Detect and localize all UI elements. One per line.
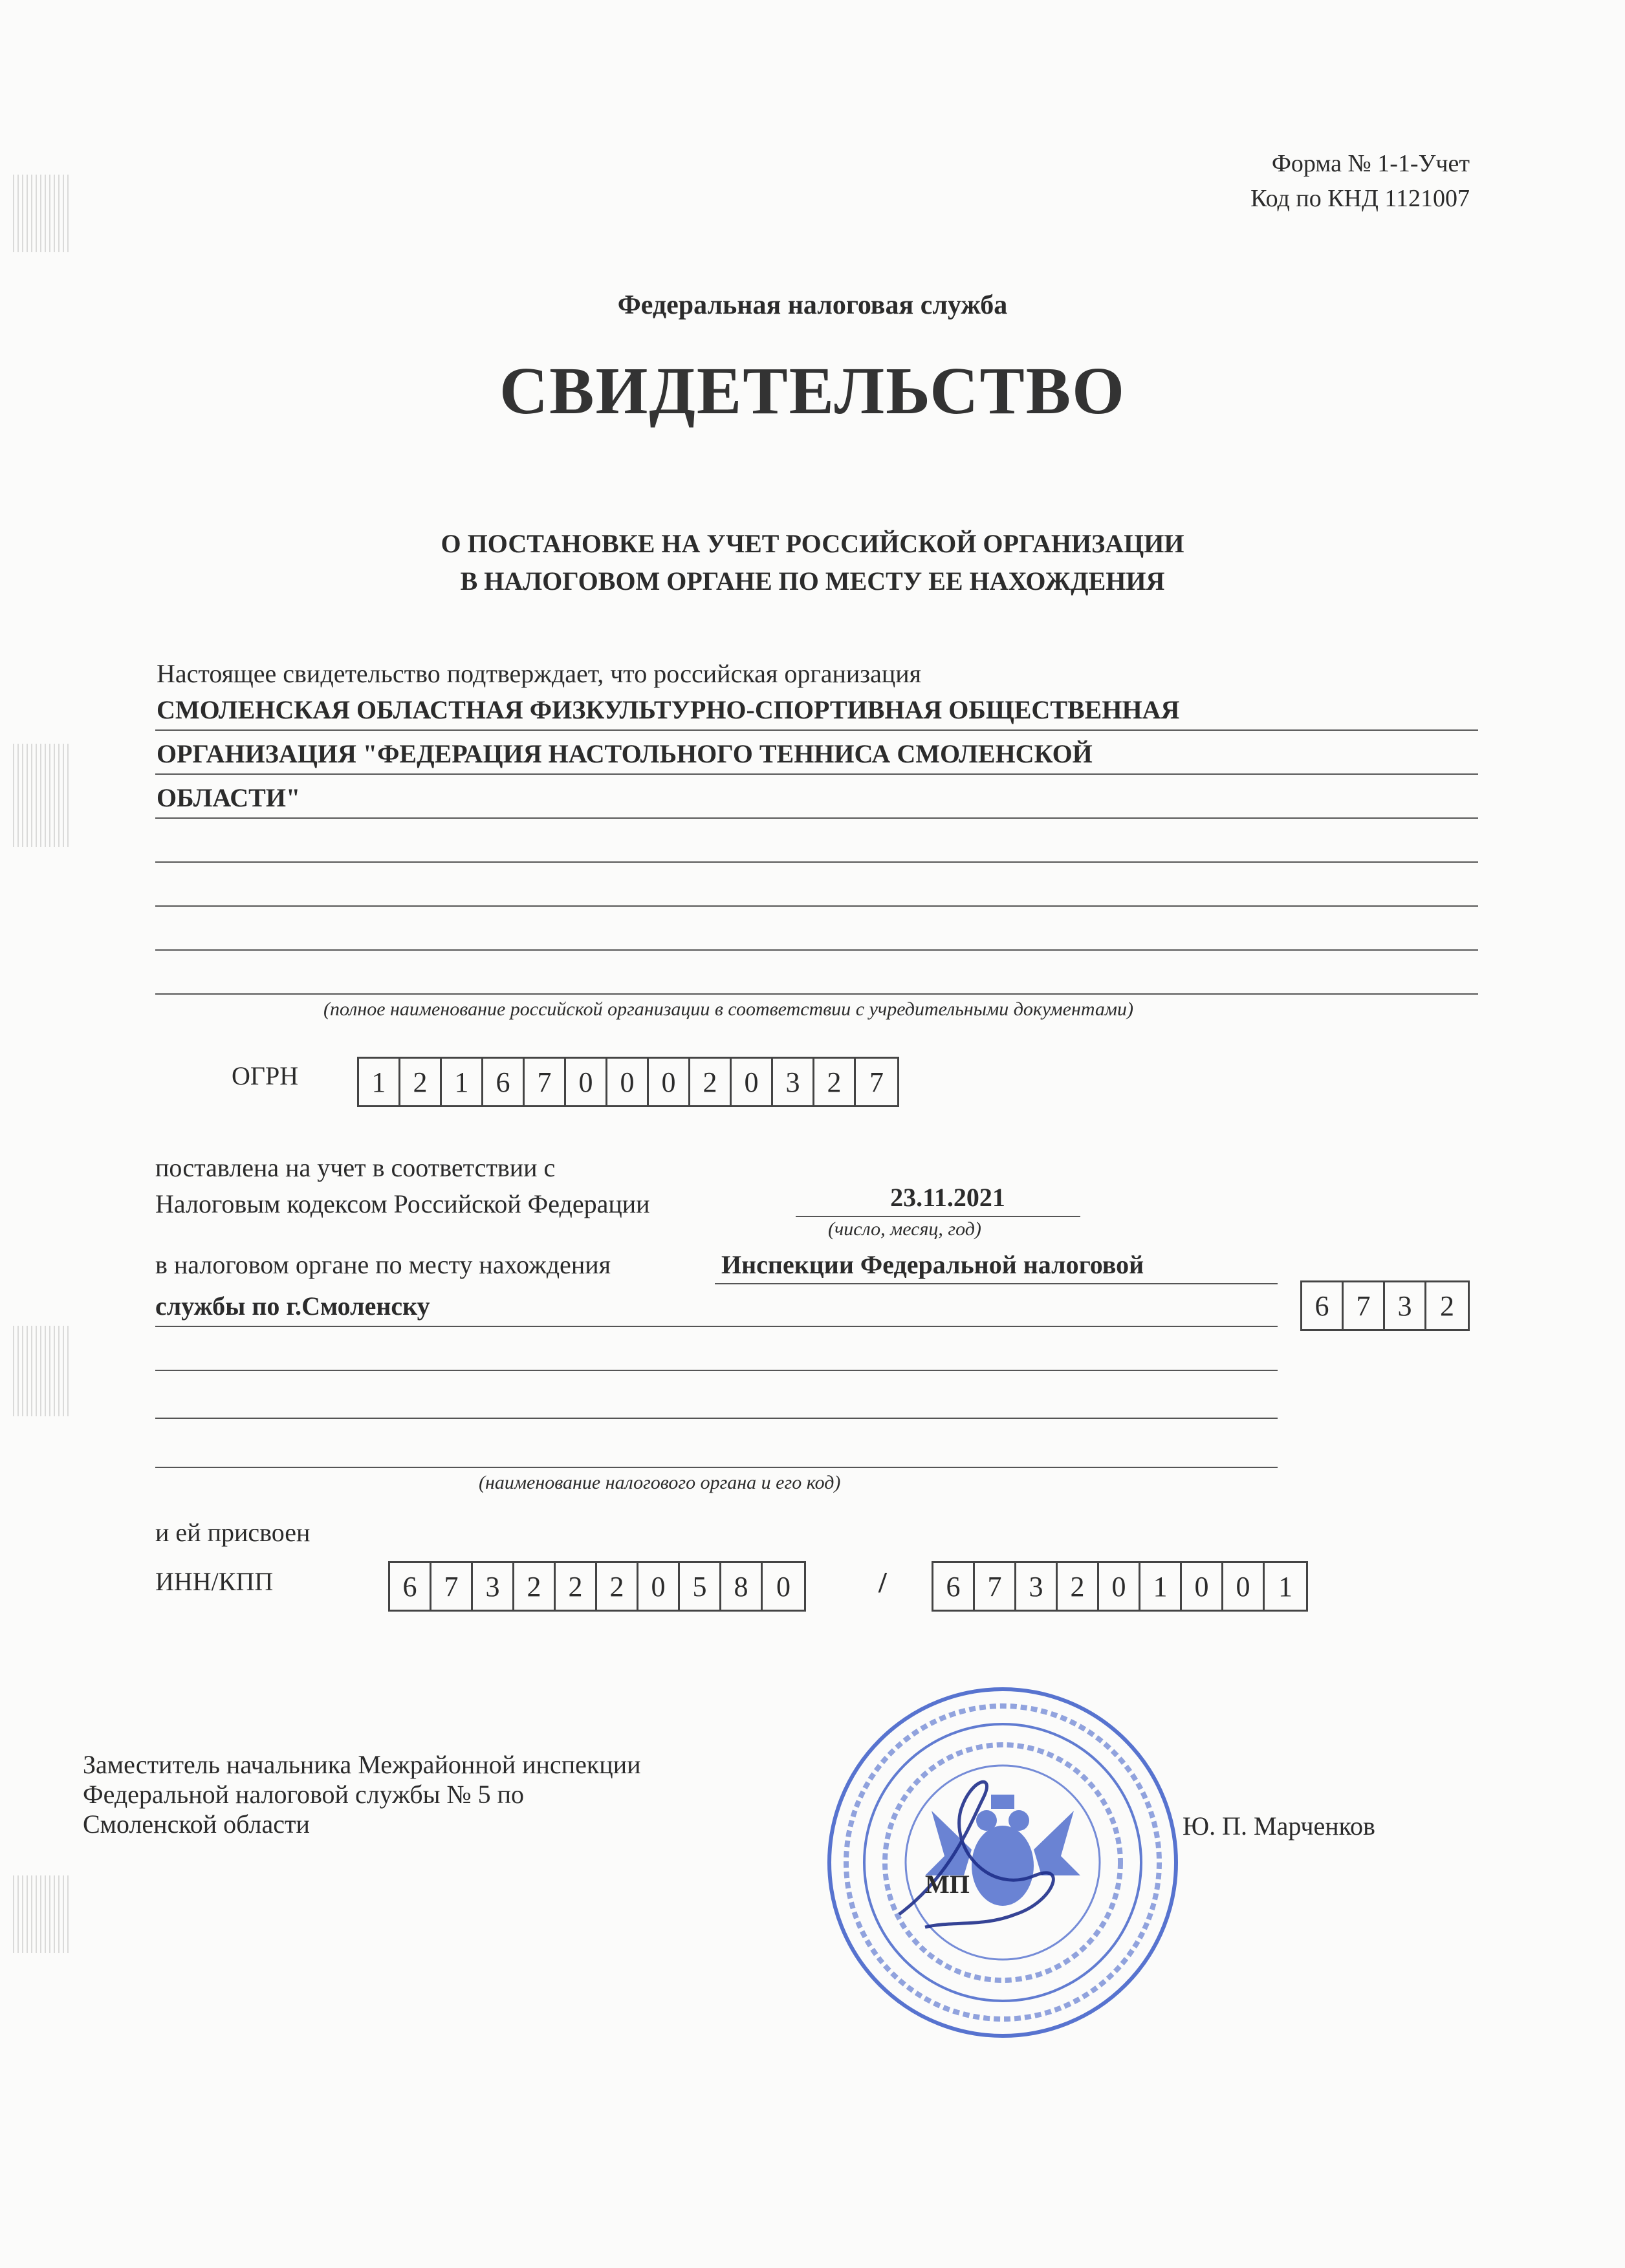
form-number: Форма № 1-1-Учет xyxy=(1271,150,1470,177)
kpp-boxes xyxy=(932,1561,1308,1612)
signer-line-2: Федеральной налоговой службы № 5 по xyxy=(83,1780,525,1809)
digit-box: 7 xyxy=(975,1563,1016,1610)
document-subtitle xyxy=(0,525,1625,600)
date-caption: (число, месяц, год) xyxy=(828,1218,981,1240)
subtitle-line-1: О ПОСТАНОВКЕ НА УЧЕТ РОССИЙСКОЙ ОРГАНИЗАЦИИ xyxy=(441,529,1184,558)
digit-box: 1 xyxy=(1140,1563,1182,1610)
underline xyxy=(155,861,1478,863)
signer-name: Ю. П. Марченков xyxy=(1183,1811,1375,1841)
digit-box: 2 xyxy=(814,1059,856,1105)
form-knd-code: Код по КНД 1121007 xyxy=(1250,185,1470,212)
digit-box: 3 xyxy=(473,1563,514,1610)
underline xyxy=(155,1467,1278,1468)
scan-artifact xyxy=(13,1326,71,1416)
assigned-text: и ей присвоен xyxy=(155,1518,311,1547)
underline xyxy=(155,817,1478,819)
digit-box: 0 xyxy=(1182,1563,1223,1610)
page-title: СВИДЕТЕЛЬСТВО xyxy=(499,354,1126,428)
underline xyxy=(155,1370,1278,1371)
scan-artifact xyxy=(13,175,71,252)
digit-box: 3 xyxy=(1385,1282,1426,1329)
digit-box: 0 xyxy=(732,1059,773,1105)
digit-box: 1 xyxy=(359,1059,400,1105)
underline xyxy=(155,949,1478,951)
digit-box: 3 xyxy=(1016,1563,1058,1610)
underline xyxy=(155,729,1478,731)
underline xyxy=(155,905,1478,907)
tax-office-caption: (наименование налогового органа и его код) xyxy=(479,1472,841,1493)
signer-line-1: Заместитель начальника Межрайонной инспекции xyxy=(83,1750,641,1779)
digit-box: 0 xyxy=(566,1059,607,1105)
digit-box: 6 xyxy=(390,1563,431,1610)
digit-box: 2 xyxy=(514,1563,556,1610)
signer-line-3: Смоленской области xyxy=(83,1809,310,1839)
agency-name: Федеральная налоговая служба xyxy=(617,290,1008,320)
digit-box: 5 xyxy=(680,1563,721,1610)
inn-kpp-label: ИНН/КПП xyxy=(155,1567,274,1596)
ogrn-boxes xyxy=(357,1057,899,1107)
intro-text: Настоящее свидетельство подтверждает, что российская организация xyxy=(157,659,922,688)
digit-box: 2 xyxy=(690,1059,732,1105)
digit-box: 6 xyxy=(483,1059,525,1105)
org-name-line-1: СМОЛЕНСКАЯ ОБЛАСТНАЯ ФИЗКУЛЬТУРНО-СПОРТИВНАЯ ОБЩЕСТВЕННАЯ xyxy=(157,695,1180,724)
digit-box: 7 xyxy=(525,1059,566,1105)
digit-box: 2 xyxy=(1058,1563,1099,1610)
tax-office-code-boxes xyxy=(1300,1280,1470,1331)
form-meta xyxy=(1250,146,1470,216)
tax-office-prefix: в налоговом органе по месту нахождения xyxy=(155,1250,611,1279)
digit-box: 7 xyxy=(869,1066,884,1098)
digit-box: 2 xyxy=(400,1059,442,1105)
org-name-caption: (полное наименование российской организации в соответствии с учредительными документами) xyxy=(323,999,1134,1020)
digit-box: 0 xyxy=(1099,1563,1140,1610)
underline xyxy=(155,993,1478,995)
inn-kpp-separator: / xyxy=(878,1566,887,1599)
registered-line-1: поставлена на учет в соответствии с xyxy=(155,1153,556,1182)
tax-office-name-line-1: Инспекции Федеральной налоговой xyxy=(721,1250,1144,1279)
scan-artifact xyxy=(13,1875,71,1953)
underline xyxy=(155,773,1478,775)
digit-box: 2 xyxy=(597,1563,638,1610)
registration-date: 23.11.2021 xyxy=(890,1183,1005,1212)
scan-artifact xyxy=(13,744,71,847)
digit-box: 3 xyxy=(773,1059,814,1105)
registered-line-2: Налоговым кодексом Российской Федерации xyxy=(155,1189,650,1218)
digit-box: 6 xyxy=(933,1563,975,1610)
digit-box: 0 xyxy=(638,1563,680,1610)
digit-box: 7 xyxy=(1344,1282,1385,1329)
digit-box: 6 xyxy=(1302,1282,1344,1329)
digit-box: 0 xyxy=(776,1570,791,1603)
underline xyxy=(796,1216,1080,1217)
inn-boxes xyxy=(388,1561,806,1612)
subtitle-line-2: В НАЛОГОВОМ ОРГАНЕ ПО МЕСТУ ЕЕ НАХОЖДЕНИЯ xyxy=(460,567,1165,596)
underline xyxy=(155,1418,1278,1419)
digit-box: 0 xyxy=(607,1059,649,1105)
digit-box: 2 xyxy=(1440,1290,1454,1322)
ogrn-label: ОГРН xyxy=(232,1061,299,1090)
underline xyxy=(715,1283,1278,1284)
digit-box: 1 xyxy=(442,1059,483,1105)
signer-position xyxy=(83,1750,641,1839)
digit-box: 0 xyxy=(1223,1563,1265,1610)
digit-box: 2 xyxy=(556,1563,597,1610)
org-name-line-3: ОБЛАСТИ" xyxy=(157,783,301,812)
stamp-mark: МП xyxy=(925,1870,970,1899)
digit-box: 8 xyxy=(721,1563,763,1610)
tax-office-name-line-2: службы по г.Смоленску xyxy=(155,1291,430,1321)
underline xyxy=(155,1326,1278,1327)
digit-box: 1 xyxy=(1278,1570,1292,1603)
official-seal-stamp xyxy=(822,1681,1184,2044)
digit-box: 7 xyxy=(431,1563,473,1610)
digit-box: 0 xyxy=(649,1059,690,1105)
org-name-line-2: ОРГАНИЗАЦИЯ "ФЕДЕРАЦИЯ НАСТОЛЬНОГО ТЕННИСА СМОЛЕНСКОЙ xyxy=(157,739,1093,768)
